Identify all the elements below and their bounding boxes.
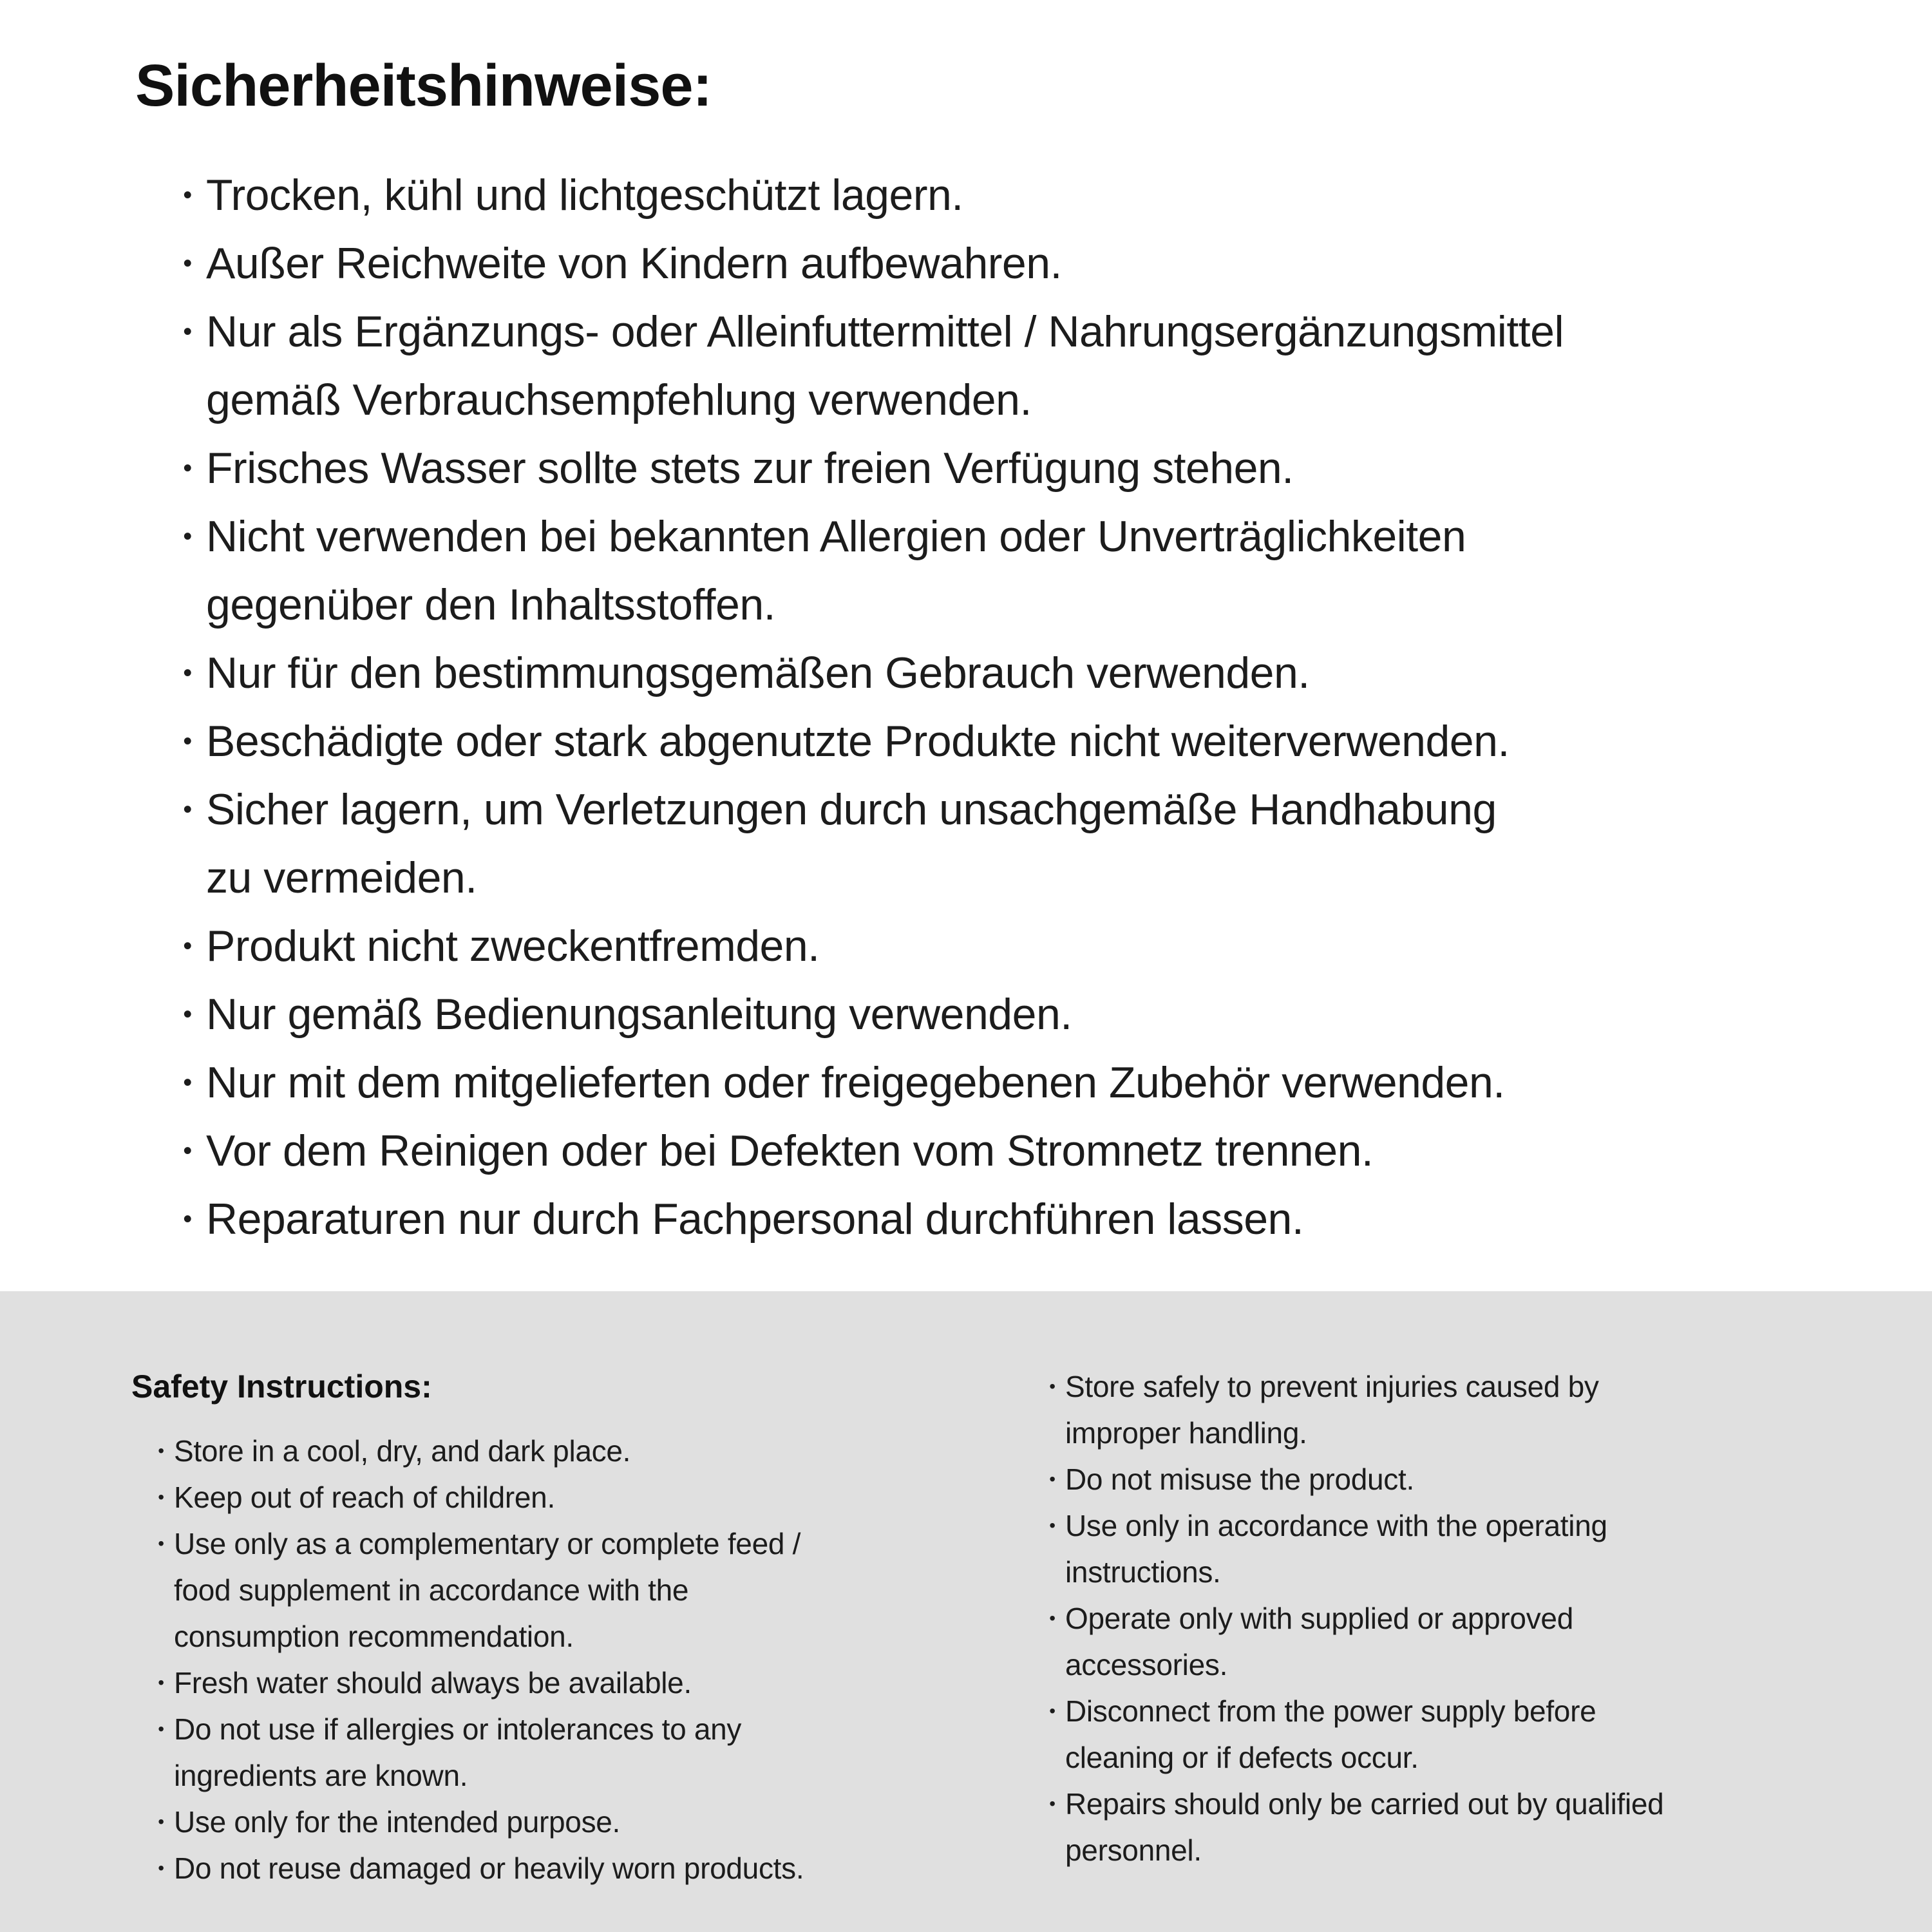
list-item-text: Store safely to prevent injuries caused by improper handling. (1065, 1370, 1599, 1450)
list-item (169, 434, 1855, 502)
list-item-text: Beschädigte oder stark abgenutzte Produkte nicht weiterverwenden. (206, 717, 1510, 766)
bullet-marker: • (158, 1487, 164, 1507)
list-item (148, 1799, 1039, 1845)
list-item (1039, 1363, 1842, 1456)
list-item-text: Nicht verwenden bei bekannten Allergien oder Unverträglichkeiten gegenüber den Inhaltsstoffen. (206, 512, 1466, 629)
list-item-text: Produkt nicht zweckentfremden. (206, 922, 820, 971)
list-item (169, 229, 1855, 298)
bullet-marker: • (183, 454, 192, 482)
list-item (169, 707, 1855, 775)
bullet-marker: • (158, 1719, 164, 1739)
bullet-marker: • (1049, 1469, 1056, 1489)
list-item (1039, 1502, 1842, 1595)
bullet-marker: • (183, 932, 192, 960)
list-item (169, 639, 1855, 707)
list-item-text: Do not reuse damaged or heavily worn products. (174, 1852, 804, 1885)
bullet-marker: • (158, 1441, 164, 1461)
bullet-marker: • (1049, 1701, 1056, 1721)
bullet-marker: • (1049, 1515, 1056, 1535)
english-section-title: Safety Instructions: (131, 1368, 432, 1405)
list-item (1039, 1781, 1842, 1873)
list-item-text: Reparaturen nur durch Fachpersonal durchführen lassen. (206, 1195, 1304, 1244)
list-item-text: Trocken, kühl und lichtgeschützt lagern. (206, 171, 963, 220)
english-left-column (131, 1363, 1039, 1891)
bullet-marker: • (183, 727, 192, 755)
bullet-marker: • (1049, 1794, 1056, 1814)
list-item-text: Nur als Ergänzungs- oder Alleinfuttermittel / Nahrungsergänzungsmittel gemäß Verbrauchsempfehlung verwenden. (206, 307, 1564, 424)
list-item-text: Keep out of reach of children. (174, 1481, 555, 1514)
bullet-marker: • (158, 1858, 164, 1878)
list-item-text: Do not misuse the product. (1065, 1463, 1414, 1496)
list-item-text: Fresh water should always be available. (174, 1666, 692, 1700)
bullet-marker: • (183, 659, 192, 687)
list-item (169, 980, 1855, 1048)
bullet-marker: • (183, 181, 192, 209)
list-item (148, 1474, 1039, 1520)
list-item-text: Use only for the intended purpose. (174, 1805, 621, 1839)
list-item (1039, 1456, 1842, 1502)
bullet-marker: • (183, 317, 192, 346)
list-item-text: Repairs should only be carried out by qualified personnel. (1065, 1787, 1664, 1867)
bullet-marker: • (183, 1068, 192, 1097)
bullet-marker: • (183, 795, 192, 824)
list-item (1039, 1688, 1842, 1781)
list-item (169, 1185, 1855, 1253)
list-item-text: Nur mit dem mitgelieferten oder freigegebenen Zubehör verwenden. (206, 1058, 1505, 1107)
bullet-marker: • (158, 1672, 164, 1692)
list-item (148, 1845, 1039, 1891)
bullet-marker: • (1049, 1376, 1056, 1396)
list-item-text: Disconnect from the power supply before cleaning or if defects occur. (1065, 1694, 1596, 1774)
bullet-marker: • (158, 1533, 164, 1553)
bullet-marker: • (183, 249, 192, 278)
list-item (169, 298, 1855, 434)
list-item (169, 1048, 1855, 1117)
list-item-text: Vor dem Reinigen oder bei Defekten vom Stromnetz trennen. (206, 1126, 1374, 1175)
list-item (148, 1428, 1039, 1474)
list-item (169, 1117, 1855, 1185)
english-instructions-list-left (148, 1428, 1039, 1891)
bullet-marker: • (1049, 1608, 1056, 1628)
bullet-marker: • (183, 1137, 192, 1165)
list-item-text: Frisches Wasser sollte stets zur freien Verfügung stehen. (206, 444, 1294, 493)
list-item (169, 775, 1855, 912)
list-item (169, 502, 1855, 639)
english-right-column (1039, 1363, 1842, 1873)
english-section (0, 1291, 1932, 1932)
list-item-text: Außer Reichweite von Kindern aufbewahren. (206, 239, 1062, 288)
list-item-text: Do not use if allergies or intolerances to any ingredients are known. (174, 1712, 742, 1792)
list-item (169, 912, 1855, 980)
bullet-marker: • (158, 1812, 164, 1832)
german-instructions-list (169, 161, 1855, 1253)
german-section-title: Sicherheitshinweise: (135, 53, 712, 118)
list-item (1039, 1595, 1842, 1688)
list-item-text: Use only as a complementary or complete feed / food supplement in accordance with the consumption recommendation. (174, 1527, 801, 1653)
bullet-marker: • (183, 522, 192, 551)
bullet-marker: • (183, 1205, 192, 1233)
list-item-text: Use only in accordance with the operating instructions. (1065, 1509, 1607, 1589)
list-item-text: Nur für den bestimmungsgemäßen Gebrauch verwenden. (206, 649, 1310, 697)
english-instructions-list-right (1039, 1363, 1842, 1873)
list-item-text: Store in a cool, dry, and dark place. (174, 1434, 631, 1468)
list-item (169, 161, 1855, 229)
list-item (148, 1706, 1039, 1799)
bullet-marker: • (183, 1000, 192, 1028)
list-item-text: Sicher lagern, um Verletzungen durch unsachgemäße Handhabung zu vermeiden. (206, 785, 1497, 902)
list-item-text: Operate only with supplied or approved accessories. (1065, 1602, 1573, 1681)
list-item-text: Nur gemäß Bedienungsanleitung verwenden. (206, 990, 1072, 1039)
list-item (148, 1520, 1039, 1660)
list-item (148, 1660, 1039, 1706)
